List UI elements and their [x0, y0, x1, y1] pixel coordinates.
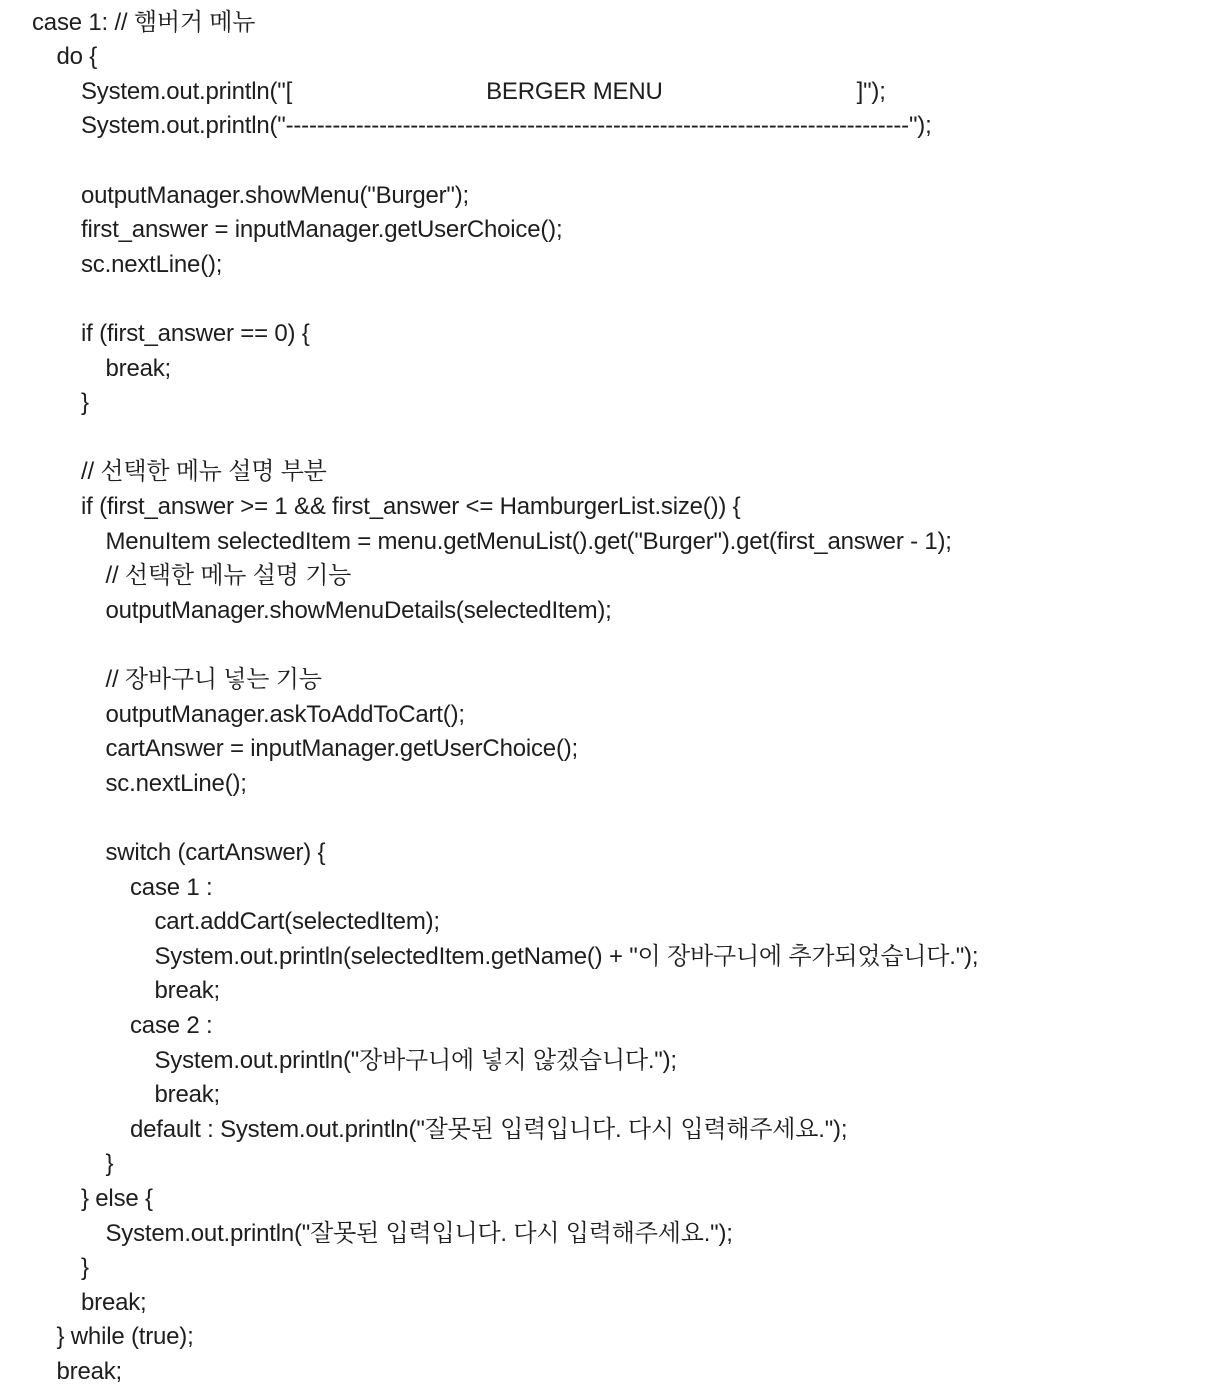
code-line: System.out.println("잘못된 입력입니다. 다시 입력해주세요.");	[105, 1219, 733, 1247]
code-line: }	[105, 1150, 114, 1178]
code-line: // 장바구니 넣는 기능	[105, 665, 322, 693]
code-line: System.out.println("장바구니에 넣지 않겠습니다.");	[154, 1046, 677, 1074]
code-line: default : System.out.println("잘못된 입력입니다. 다시 입력해주세요.");	[130, 1115, 848, 1143]
code-line: break;	[154, 977, 221, 1005]
code-line: cart.addCart(selectedItem);	[154, 908, 440, 936]
code-line: break;	[56, 1357, 123, 1385]
code-line: first_answer = inputManager.getUserChoice();	[81, 216, 563, 244]
code-line: }	[81, 389, 89, 417]
code-line: outputManager.showMenuDetails(selectedItem);	[105, 596, 612, 624]
code-line: cartAnswer = inputManager.getUserChoice();	[105, 735, 578, 763]
code-line: } else {	[81, 1184, 153, 1212]
code-line: case 1 :	[130, 873, 213, 901]
code-line: break;	[154, 1081, 221, 1109]
code-line: System.out.println("--------------------------------------------------------------------------------");	[81, 112, 932, 140]
code-line: case 2 :	[130, 1011, 213, 1039]
code-line: // 선택한 메뉴 설명 부분	[81, 458, 327, 486]
code-line: outputManager.showMenu("Burger");	[81, 181, 469, 209]
code-line: sc.nextLine();	[81, 250, 223, 278]
code-line: sc.nextLine();	[105, 769, 247, 797]
code-line: break;	[105, 354, 172, 382]
code-line: MenuItem selectedItem = menu.getMenuList().get("Burger").get(first_answer - 1);	[105, 527, 952, 555]
code-line: System.out.println(selectedItem.getName() + "이 장바구니에 추가되었습니다.");	[154, 942, 979, 970]
code-line: break;	[81, 1288, 147, 1316]
code-line: case 1: // 햄버거 메뉴	[32, 8, 256, 36]
code-line: } while (true);	[56, 1323, 194, 1351]
code-line: if (first_answer >= 1 && first_answer <= HamburgerList.size()) {	[81, 492, 741, 520]
code-line: }	[81, 1254, 89, 1282]
code-line: switch (cartAnswer) {	[105, 838, 326, 866]
code-line: System.out.println("[ BERGER MENU ]");	[81, 77, 886, 105]
code-line: // 선택한 메뉴 설명 기능	[105, 562, 352, 590]
code-line: do {	[56, 43, 98, 71]
code-line: outputManager.askToAddToCart();	[105, 700, 465, 728]
code-line: if (first_answer == 0) {	[81, 319, 310, 347]
